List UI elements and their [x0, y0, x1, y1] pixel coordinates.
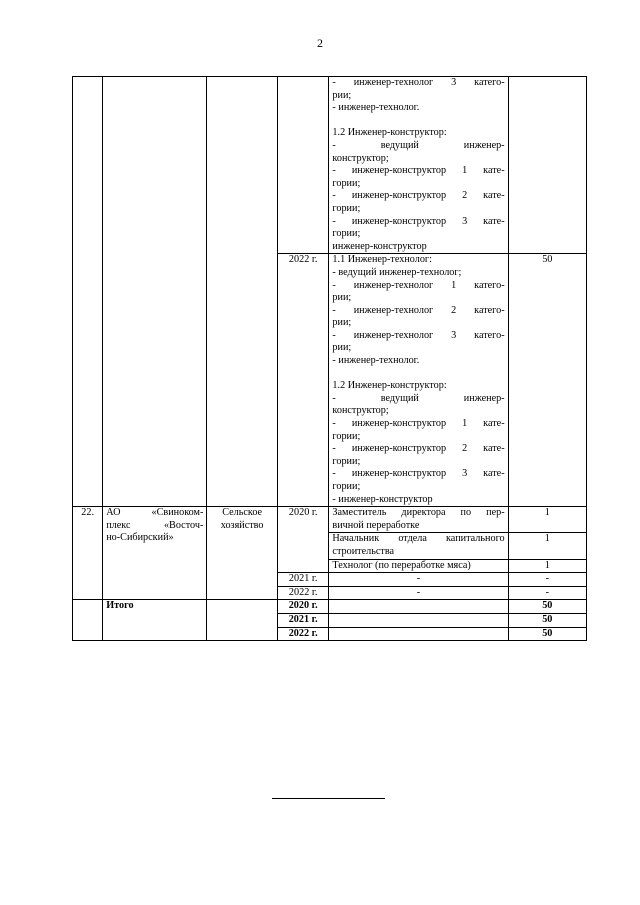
org-cell — [103, 77, 207, 507]
num-cell — [73, 77, 103, 507]
quota-table — [72, 76, 587, 641]
table-row — [73, 77, 587, 254]
year-cell: 2022 г. — [277, 627, 329, 641]
year-cell: 2022 г. — [277, 586, 329, 600]
count-cell: 1 — [508, 533, 586, 559]
count-cell: - — [508, 573, 586, 587]
position-cell: Технолог (по переработке мяса) — [329, 559, 508, 573]
year-cell — [277, 77, 329, 254]
positions-cell: 1.1 Инженер-технолог: - ведущий инженер-технолог; - инженер-технолог 1 катего- рии; - инженер-технолог 2 катего- рии; - инженер-технолог 3 катего- рии; - инженер-технолог. 1.2 Инженер-конструктор: - ведущий инженер- конструктор; - инженер-конструктор 1 кате- гории; - инженер-конструктор 2 кате- гории; - инженер-конструктор 3 кате- гории; - инженер-конструктор — [329, 254, 508, 507]
year-cell: 2020 г. — [277, 600, 329, 614]
page-number: 2 — [317, 36, 323, 50]
num-cell — [73, 600, 103, 641]
sector-cell — [207, 600, 278, 641]
count-cell: 50 — [508, 627, 586, 641]
count-cell: - — [508, 586, 586, 600]
count-cell: 50 — [508, 600, 586, 614]
sector: Сельское хозяйство — [207, 507, 278, 600]
count-cell: 50 — [508, 613, 586, 627]
sector-cell — [207, 77, 278, 507]
row-number: 22. — [73, 507, 103, 600]
year-cell: 2022 г. — [277, 254, 329, 507]
position-cell: Начальник отдела капитального строительства — [329, 533, 508, 559]
year-cell: 2020 г. — [277, 507, 329, 573]
positions-cell: - инженер-технолог 3 катего- рии; - инженер-технолог. 1.2 Инженер-конструктор: - ведущий инженер- конструктор; - инженер-конструктор 1 кате- гории; - инженер-конструктор 2 кате- гории; - инженер-конструктор 3 кате- гории; инженер-конструктор — [329, 77, 508, 254]
table-row — [73, 507, 587, 533]
year-cell: 2021 г. — [277, 573, 329, 587]
position-cell: - — [329, 586, 508, 600]
position-cell — [329, 627, 508, 641]
position-cell: - — [329, 573, 508, 587]
count-cell — [508, 77, 586, 254]
total-row — [73, 600, 587, 614]
total-label: Итого — [103, 600, 207, 641]
org-name: АО «Свиноком- плекс «Восточ- но-Сибирский» — [103, 507, 207, 600]
year-cell: 2021 г. — [277, 613, 329, 627]
count-cell: 1 — [508, 559, 586, 573]
end-divider-line — [272, 798, 385, 799]
count-cell: 50 — [508, 254, 586, 507]
position-cell — [329, 600, 508, 614]
count-cell: 1 — [508, 507, 586, 533]
position-cell: Заместитель директора по пер- вичной переработке — [329, 507, 508, 533]
position-cell — [329, 613, 508, 627]
